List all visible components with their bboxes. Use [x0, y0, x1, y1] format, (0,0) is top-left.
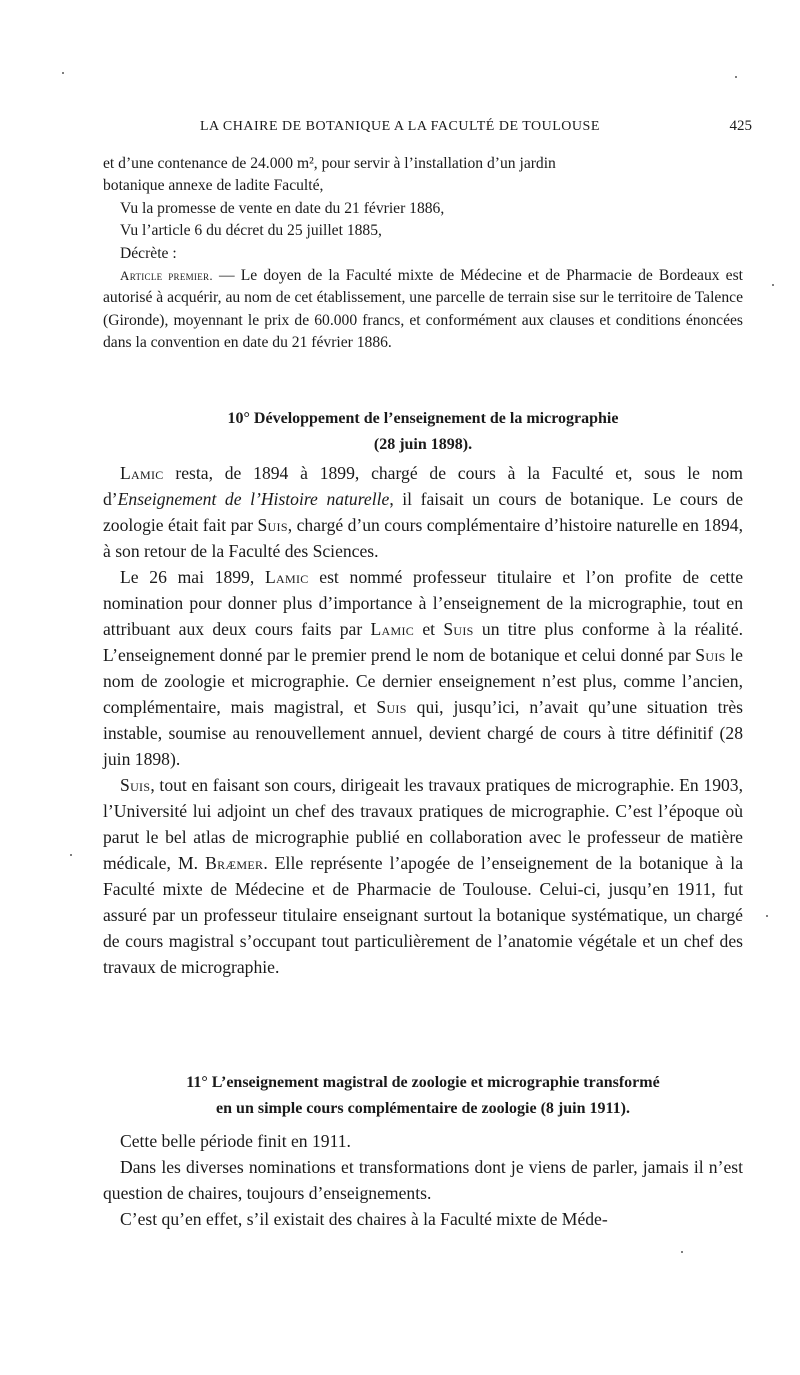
article-label: Article premier.: [120, 268, 213, 284]
section-heading-line: en un simple cours complémentaire de zoologie (8 juin 1911).: [216, 1100, 630, 1117]
person-name: Lamic: [120, 463, 164, 483]
person-name: Suis: [257, 515, 288, 535]
section-10-heading: [103, 406, 743, 458]
section-11-heading: [103, 1070, 743, 1122]
article-text: — Le doyen de la Faculté mixte de Médecine et de Pharmacie de Bordeaux est autorisé à acquérir, au nom de cet établissement, une parcelle de terrain sise sur le territoire de Talence (Gironde), moyennant le prix de 60.000 francs, et conformément aux clauses et conditions énoncées dans la convention en date du 21 février 1886.: [103, 267, 743, 352]
person-name: Suis: [695, 645, 726, 665]
article-paragraph: [103, 265, 743, 355]
scan-speck: [766, 915, 768, 917]
decree-line: Vu l’article 6 du décret du 25 juillet 1885,: [120, 222, 382, 240]
scan-speck: [62, 72, 64, 74]
decree-line: et d’une contenance de 24.000 m², pour servir à l’installation d’un jardin: [103, 155, 556, 172]
person-name: Suis: [443, 619, 474, 639]
course-title: Enseignement de l’Histoire naturelle: [117, 489, 390, 509]
section-heading-line: 11° L’enseignement magistral de zoologie et micrographie transformé: [186, 1074, 660, 1091]
person-name: Lamic: [370, 619, 415, 639]
decree-line: Vu la promesse de vente en date du 21 février 1886,: [120, 199, 445, 217]
scan-speck: [772, 284, 774, 286]
page-number: 425: [729, 118, 752, 134]
running-title: LA CHAIRE DE BOTANIQUE A LA FACULTÉ DE TOULOUSE: [200, 119, 600, 134]
person-name: Suis: [120, 775, 151, 795]
paragraph: Lamic resta, de 1894 à 1899, chargé de cours à la Faculté et, sous le nom d’Enseignement de l’Histoire naturelle, il faisait un cours de botanique. Le cours de zoologie était fait par Suis, chargé d’un cours complémentaire d’histoire naturelle en 1894, à son retour de la Faculté des Sciences.: [103, 463, 743, 561]
person-name: Suis: [376, 697, 407, 717]
scan-speck: [70, 854, 72, 856]
paragraph: C’est qu’en effet, s’il existait des chaires à la Faculté mixte de Méde-: [120, 1209, 608, 1229]
paragraph: Cette belle période finit en 1911.: [120, 1131, 351, 1151]
scan-speck: [735, 76, 737, 78]
section-10-body: [103, 460, 743, 980]
decree-line: Décrète :: [120, 244, 177, 262]
section-11-body: [103, 1128, 743, 1232]
running-header: [200, 118, 752, 135]
paragraph: Dans les diverses nominations et transformations dont je viens de parler, jamais il n’est question de chaires, toujours d’enseignements.: [103, 1157, 743, 1203]
paragraph: Le 26 mai 1899, Lamic est nommé professeur titulaire et l’on profite de cette nomination pour donner plus d’importance à l’enseignement de la micrographie, tout en attribuant aux deux cours faits par Lamic et Suis un titre plus conforme à la réalité. L’enseignement donné par le premier prend le nom de botanique et celui donné par Suis le nom de zoologie et micrographie. Ce dernier enseignement n’est plus, comme l’ancien, complémentaire, mais magistral, et Suis qui, jusqu’ici, n’avait qu’une situation très instable, soumise au renouvellement annuel, devient chargé de cours à titre définitif (28 juin 1898).: [103, 567, 744, 769]
decree-line: botanique annexe de ladite Faculté,: [103, 177, 324, 195]
person-name: Lamic: [264, 567, 309, 587]
section-heading-line: (28 juin 1898).: [373, 436, 473, 453]
scan-speck: [681, 1251, 683, 1253]
paragraph: Suis, tout en faisant son cours, dirigeait les travaux pratiques de micrographie. En 1903, l’Université lui adjoint un chef des travaux pratiques de micrographie. C’est l’époque où parut le bel atlas de micrographie publié en collaboration avec le professeur de matière médicale, M. Bræmer. Elle représente l’apogée de l’enseignement de la botanique à la Faculté mixte de Médecine et de Pharmacie de Toulouse. Celui-ci, jusqu’en 1911, fut assuré par un professeur titulaire enseignant surtout la botanique systématique, un chargé de cours magistral s’occupant tout particulièrement de l’anatomie végétale et un chef des travaux de micrographie.: [103, 775, 743, 977]
section-heading-line: 10° Développement de l’enseignement de la micrographie: [227, 410, 619, 427]
person-name: Bræmer: [205, 853, 264, 873]
decree-block: [103, 153, 743, 355]
